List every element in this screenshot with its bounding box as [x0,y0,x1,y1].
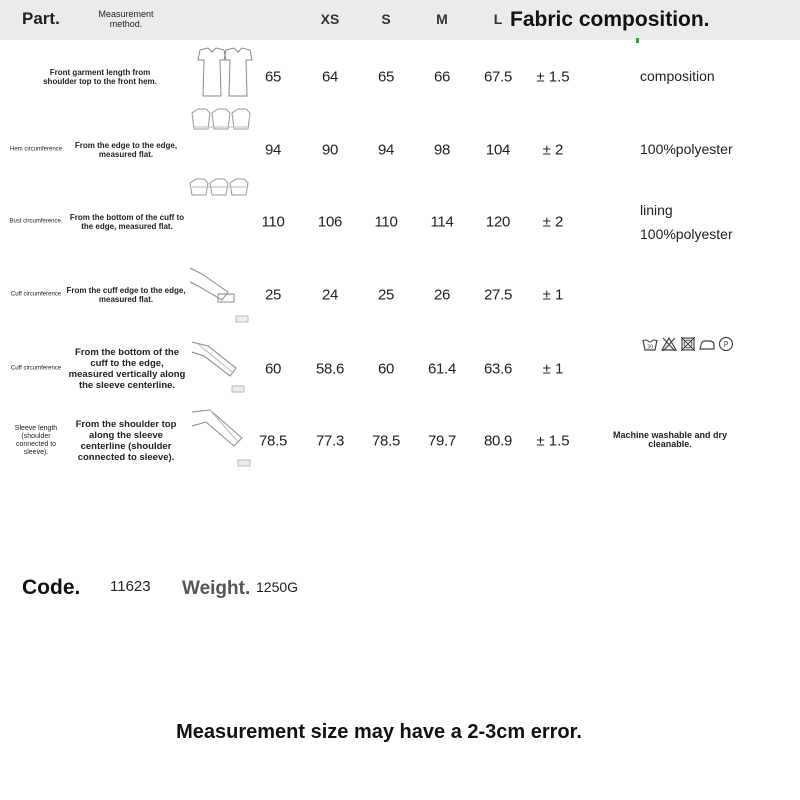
care-icons [642,336,734,352]
method-column-header: Measurement method. [98,9,154,29]
part-label: Cuff circumference [10,365,62,372]
weight-label: Weight. [182,578,251,599]
table-cell: 60 [264,360,282,378]
method-label: From the bottom of the cuff to the edge, measured flat. [69,213,185,231]
table-cell: 67.5 [484,68,512,86]
iron-low-icon [699,336,715,352]
size-header-s: S [381,11,391,27]
method-label: From the bottom of the cuff to the edge, measured vertically along the sleeve centerline. [68,347,186,391]
part-label: Bust circumference. [9,218,63,225]
lining-value: 100%polyester [640,226,733,242]
table-cell: 98 [433,141,451,159]
method-label: From the shoulder top along the sleeve centerline (shoulder connected to sleeve). [75,419,177,463]
composition-value: 100%polyester [640,141,733,157]
code-label: Code. [22,576,81,599]
table-cell: 24 [321,286,339,304]
sleeve-length-sketch-icon [188,406,254,468]
table-cell: 79.7 [428,432,456,450]
table-cell: 120 [485,213,511,231]
bust-sketch-icon [188,169,254,231]
fabric-composition-title: Fabric composition. [510,8,710,31]
tolerance-cell: ± 1.5 [536,432,570,450]
cuff-sketch-icon [188,264,254,326]
composition-label: composition [640,68,715,84]
table-cell: 63.6 [484,360,512,378]
sleeve-sketch-icon [188,338,254,400]
tolerance-cell: ± 2 [542,141,564,159]
part-column-header: Part. [22,9,60,28]
no-tumble-dry-icon [680,336,696,352]
table-cell: 66 [433,68,451,86]
size-header-m: M [436,11,448,27]
method-label: Front garment length from shoulder top to the front hem. [43,68,157,86]
table-cell: 114 [430,213,454,231]
table-cell: 65 [264,68,282,86]
table-cell: 65 [377,68,395,86]
method-label: From the edge to the edge, measured flat. [74,141,178,159]
green-mark [636,38,639,43]
wash-30-icon [642,336,658,352]
table-cell: 61.4 [428,360,456,378]
code-value: 11623 [110,578,151,595]
table-cell: 78.5 [259,432,287,450]
table-cell: 60 [377,360,395,378]
no-bleach-icon [661,336,677,352]
method-label: From the cuff edge to the edge, measured flat. [66,286,186,304]
table-cell: 77.3 [316,432,344,450]
tolerance-cell: ± 1.5 [536,68,570,86]
tolerance-cell: ± 1 [542,286,564,304]
table-cell: 94 [377,141,395,159]
table-cell: 110 [261,213,285,231]
part-label: Hem circumference [9,146,62,153]
part-label: Sleeve length (shoulder connected to sleeve). [14,425,58,456]
table-cell: 78.5 [372,432,400,450]
tolerance-cell: ± 1 [542,360,564,378]
care-note: Machine washable and dry cleanable. [612,430,728,449]
table-cell: 26 [433,286,451,304]
table-cell: 106 [317,213,343,231]
table-cell: 25 [264,286,282,304]
size-header-xs: XS [320,11,340,27]
measurement-error-note: Measurement size may have a 2-3cm error. [176,721,582,743]
table-cell: 94 [264,141,282,159]
table-cell: 110 [374,213,398,231]
dress-hem-sketch-icon [188,99,254,161]
dry-clean-p-icon [718,336,734,352]
tolerance-cell: ± 2 [542,213,564,231]
lining-label: lining [640,202,673,218]
table-cell: 90 [321,141,339,159]
table-cell: 80.9 [484,432,512,450]
table-cell: 27.5 [484,286,512,304]
weight-value: 1250G [256,579,299,595]
svg-text:30: 30 [646,344,654,351]
table-cell: 25 [377,286,395,304]
size-header-l: L [493,11,503,27]
part-label: Cuff circumference [10,291,62,298]
table-cell: 58.6 [316,360,344,378]
table-cell: 64 [321,68,339,86]
table-cell: 104 [485,141,511,159]
svg-text:P: P [723,340,729,349]
